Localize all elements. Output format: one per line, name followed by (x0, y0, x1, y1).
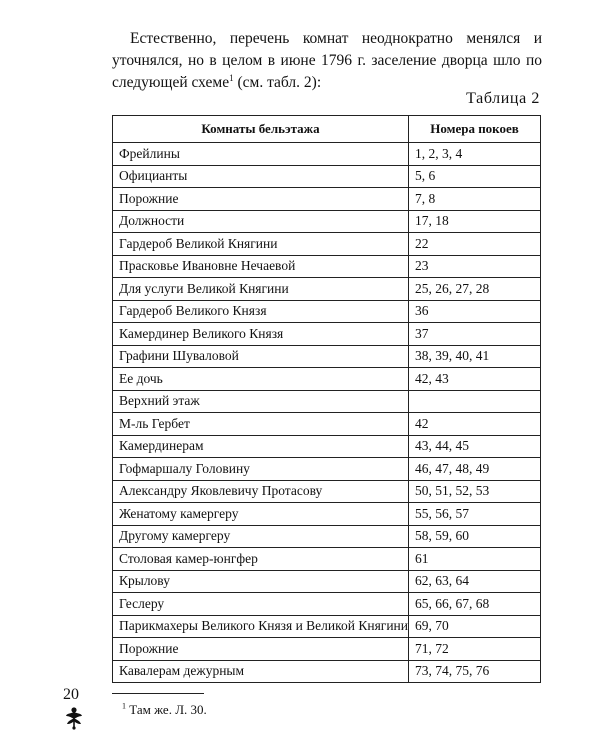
room-cell: Фрейлины (113, 143, 409, 166)
room-numbers-cell: 36 (409, 300, 541, 323)
room-cell: Гардероб Великого Князя (113, 300, 409, 323)
table-row (113, 210, 541, 233)
table-row (113, 390, 541, 413)
table-row (113, 480, 541, 503)
room-numbers-cell: 71, 72 (409, 638, 541, 661)
room-cell: Порожние (113, 188, 409, 211)
table-row (113, 143, 541, 166)
room-numbers-cell: 55, 56, 57 (409, 503, 541, 526)
table-row (113, 525, 541, 548)
room-cell: Для услуги Великой Княгини (113, 278, 409, 301)
room-cell: Порожние (113, 638, 409, 661)
room-cell: Кавалерам дежурным (113, 660, 409, 683)
table-row (113, 413, 541, 436)
room-cell: Ее дочь (113, 368, 409, 391)
room-numbers-cell: 23 (409, 255, 541, 278)
room-numbers-cell: 25, 26, 27, 28 (409, 278, 541, 301)
room-numbers-cell: 50, 51, 52, 53 (409, 480, 541, 503)
room-cell: Камердинер Великого Князя (113, 323, 409, 346)
room-numbers-cell: 38, 39, 40, 41 (409, 345, 541, 368)
footnote-mark: 1 (122, 701, 126, 711)
room-cell: Гардероб Великой Княгини (113, 233, 409, 256)
footnote-text: Там же. Л. 30. (126, 702, 207, 717)
table-row (113, 615, 541, 638)
room-numbers-cell: 42, 43 (409, 368, 541, 391)
room-cell: Парикмахеры Великого Князя и Великой Княгини (113, 615, 409, 638)
room-numbers-cell: 17, 18 (409, 210, 541, 233)
intro-text: Естественно, перечень комнат неоднократно менялся и уточнялся, но в целом в июне 1796 г. заселение дворца шло по следующей схеме (112, 30, 542, 91)
room-cell: Столовая камер-юнгфер (113, 548, 409, 571)
room-numbers-cell: 65, 66, 67, 68 (409, 593, 541, 616)
table-row (113, 593, 541, 616)
room-cell: Верхний этаж (113, 390, 409, 413)
column-header-rooms: Комнаты бельэтажа (113, 116, 409, 143)
table-row (113, 323, 541, 346)
table-row (113, 255, 541, 278)
table-row (113, 570, 541, 593)
table-body (113, 143, 541, 683)
room-numbers-cell: 62, 63, 64 (409, 570, 541, 593)
table-row (113, 300, 541, 323)
room-numbers-cell: 1, 2, 3, 4 (409, 143, 541, 166)
room-cell: Гофмаршалу Головину (113, 458, 409, 481)
room-numbers-cell: 37 (409, 323, 541, 346)
table-row (113, 435, 541, 458)
fleuron-icon (64, 706, 84, 730)
table-row (113, 660, 541, 683)
room-numbers-cell: 42 (409, 413, 541, 436)
footnote-reference: 1 (229, 72, 234, 83)
column-header-numbers: Номера покоев (409, 116, 541, 143)
room-cell: Женатому камергеру (113, 503, 409, 526)
room-numbers-cell: 22 (409, 233, 541, 256)
room-numbers-cell: 46, 47, 48, 49 (409, 458, 541, 481)
table-row (113, 548, 541, 571)
page-number: 20 (63, 686, 79, 703)
table-row (113, 188, 541, 211)
intro-text-after: (см. табл. 2): (233, 74, 322, 91)
footnote (122, 702, 207, 718)
table-row (113, 345, 541, 368)
room-cell: Должности (113, 210, 409, 233)
room-cell: Прасковье Ивановне Нечаевой (113, 255, 409, 278)
table-row (113, 638, 541, 661)
room-cell: Камердинерам (113, 435, 409, 458)
room-cell: М-ль Гербет (113, 413, 409, 436)
room-numbers-cell: 5, 6 (409, 165, 541, 188)
table-caption: Таблица 2 (466, 90, 540, 107)
room-numbers-cell: 58, 59, 60 (409, 525, 541, 548)
room-numbers-cell (409, 390, 541, 413)
room-cell: Другому камергеру (113, 525, 409, 548)
table-row (113, 278, 541, 301)
room-numbers-cell: 7, 8 (409, 188, 541, 211)
room-cell: Крылову (113, 570, 409, 593)
table-row (113, 458, 541, 481)
rooms-table (112, 115, 541, 683)
table-header-row (113, 116, 541, 143)
room-cell: Официанты (113, 165, 409, 188)
room-numbers-cell: 73, 74, 75, 76 (409, 660, 541, 683)
room-cell: Геслеру (113, 593, 409, 616)
footnote-divider (112, 693, 204, 694)
room-numbers-cell: 61 (409, 548, 541, 571)
room-numbers-cell: 43, 44, 45 (409, 435, 541, 458)
table-row (113, 233, 541, 256)
room-numbers-cell: 69, 70 (409, 615, 541, 638)
table-row (113, 165, 541, 188)
intro-paragraph (112, 28, 542, 94)
table-row (113, 368, 541, 391)
room-cell: Александру Яковлевичу Протасову (113, 480, 409, 503)
room-cell: Графини Шуваловой (113, 345, 409, 368)
table-row (113, 503, 541, 526)
